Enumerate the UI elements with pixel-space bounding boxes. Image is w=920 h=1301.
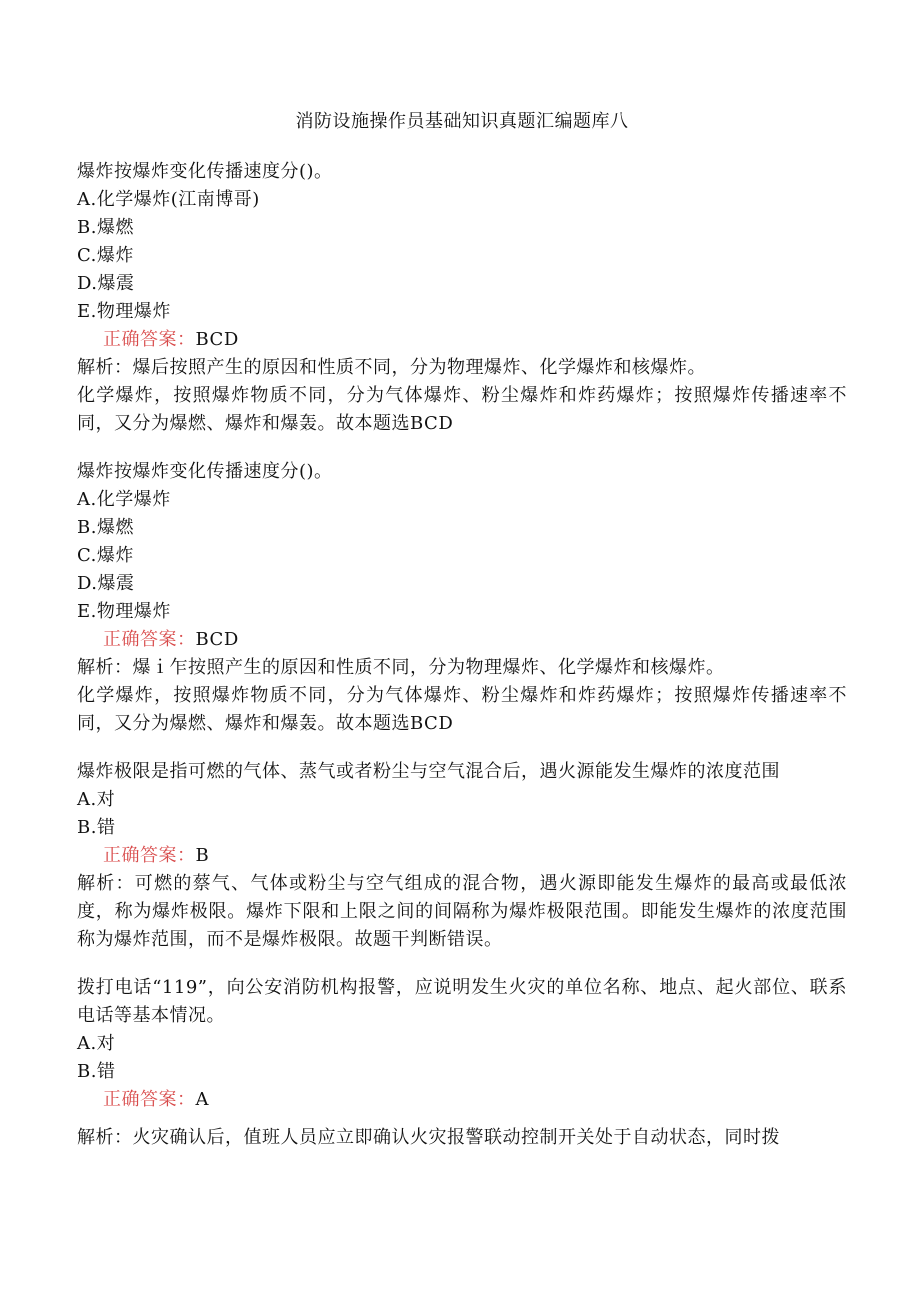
- option-a: A.对: [77, 1033, 116, 1054]
- analysis-paragraph: 化学爆炸，按照爆炸物质不同，分为气体爆炸、粉尘爆炸和炸药爆炸；按照爆炸传播速率不同，又分为爆燃、爆炸和爆轰。故本题选BCD: [77, 685, 847, 734]
- option-c: C.爆炸: [77, 245, 134, 266]
- spacer: [77, 1114, 847, 1124]
- analysis-paragraph: 化学爆炸，按照爆炸物质不同，分为气体爆炸、粉尘爆炸和炸药爆炸；按照爆炸传播速率不同，又分为爆燃、爆炸和爆轰。故本题选BCD: [77, 385, 847, 434]
- correct-answer: [77, 326, 847, 354]
- option-d: D.爆震: [77, 573, 135, 594]
- analysis-paragraph: 解析：爆后按照产生的原因和性质不同，分为物理爆炸、化学爆炸和核爆炸。: [77, 357, 706, 378]
- option-a: A.对: [77, 789, 116, 810]
- option-b: B.错: [77, 1061, 116, 1082]
- question-stem: 拨打电话“119”，向公安消防机构报警，应说明发生火灾的单位名称、地点、起火部位、联系电话等基本情况。: [77, 977, 847, 1026]
- question-block: [77, 758, 847, 954]
- option-e: E.物理爆炸: [77, 601, 171, 622]
- question-block: [77, 974, 847, 1152]
- option-b: B.错: [77, 817, 116, 838]
- option-b: B.爆燃: [77, 517, 134, 538]
- analysis-paragraph: 解析：火灾确认后，值班人员应立即确认火灾报警联动控制开关处于自动状态，同时拨: [77, 1127, 780, 1148]
- question-block: [77, 458, 847, 738]
- correct-answer: [77, 842, 847, 870]
- question-stem: 爆炸极限是指可燃的气体、蒸气或者粉尘与空气混合后，遇火源能发生爆炸的浓度范围: [77, 761, 780, 782]
- option-a: A.化学爆炸: [77, 489, 171, 510]
- analysis-paragraph: 解析：爆ｉ乍按照产生的原因和性质不同，分为物理爆炸、化学爆炸和核爆炸。: [77, 657, 725, 678]
- correct-answer: [77, 626, 847, 654]
- correct-answer-value: A: [195, 1089, 209, 1110]
- option-c: C.爆炸: [77, 545, 134, 566]
- document-title: 消防设施操作员基础知识真题汇编题库八: [295, 111, 629, 132]
- correct-answer-value: BCD: [195, 629, 239, 650]
- option-e: E.物理爆炸: [77, 301, 171, 322]
- question-stem: 爆炸按爆炸变化传播速度分()。: [77, 461, 333, 482]
- question-stem: 爆炸按爆炸变化传播速度分()。: [77, 161, 333, 182]
- correct-answer-label: 正确答案：: [103, 329, 196, 350]
- option-d: D.爆震: [77, 273, 135, 294]
- correct-answer-value: B: [195, 845, 210, 866]
- correct-answer: [77, 1086, 847, 1114]
- document-page: [77, 108, 847, 1172]
- correct-answer-label: 正确答案：: [103, 845, 196, 866]
- analysis-paragraph: 解析：可燃的蔡气、气体或粉尘与空气组成的混合物，遇火源即能发生爆炸的最高或最低浓度，称为爆炸极限。爆炸下限和上限之间的间隔称为爆炸极限范围。即能发生爆炸的浓度范围称为爆炸范围，而不是爆炸极限。故题干判断错误。: [77, 873, 847, 950]
- option-b: B.爆燃: [77, 217, 134, 238]
- correct-answer-label: 正确答案：: [103, 1089, 196, 1110]
- question-block: [77, 158, 847, 438]
- correct-answer-label: 正确答案：: [103, 629, 196, 650]
- correct-answer-value: BCD: [195, 329, 239, 350]
- option-a: A.化学爆炸(江南博哥): [77, 189, 260, 210]
